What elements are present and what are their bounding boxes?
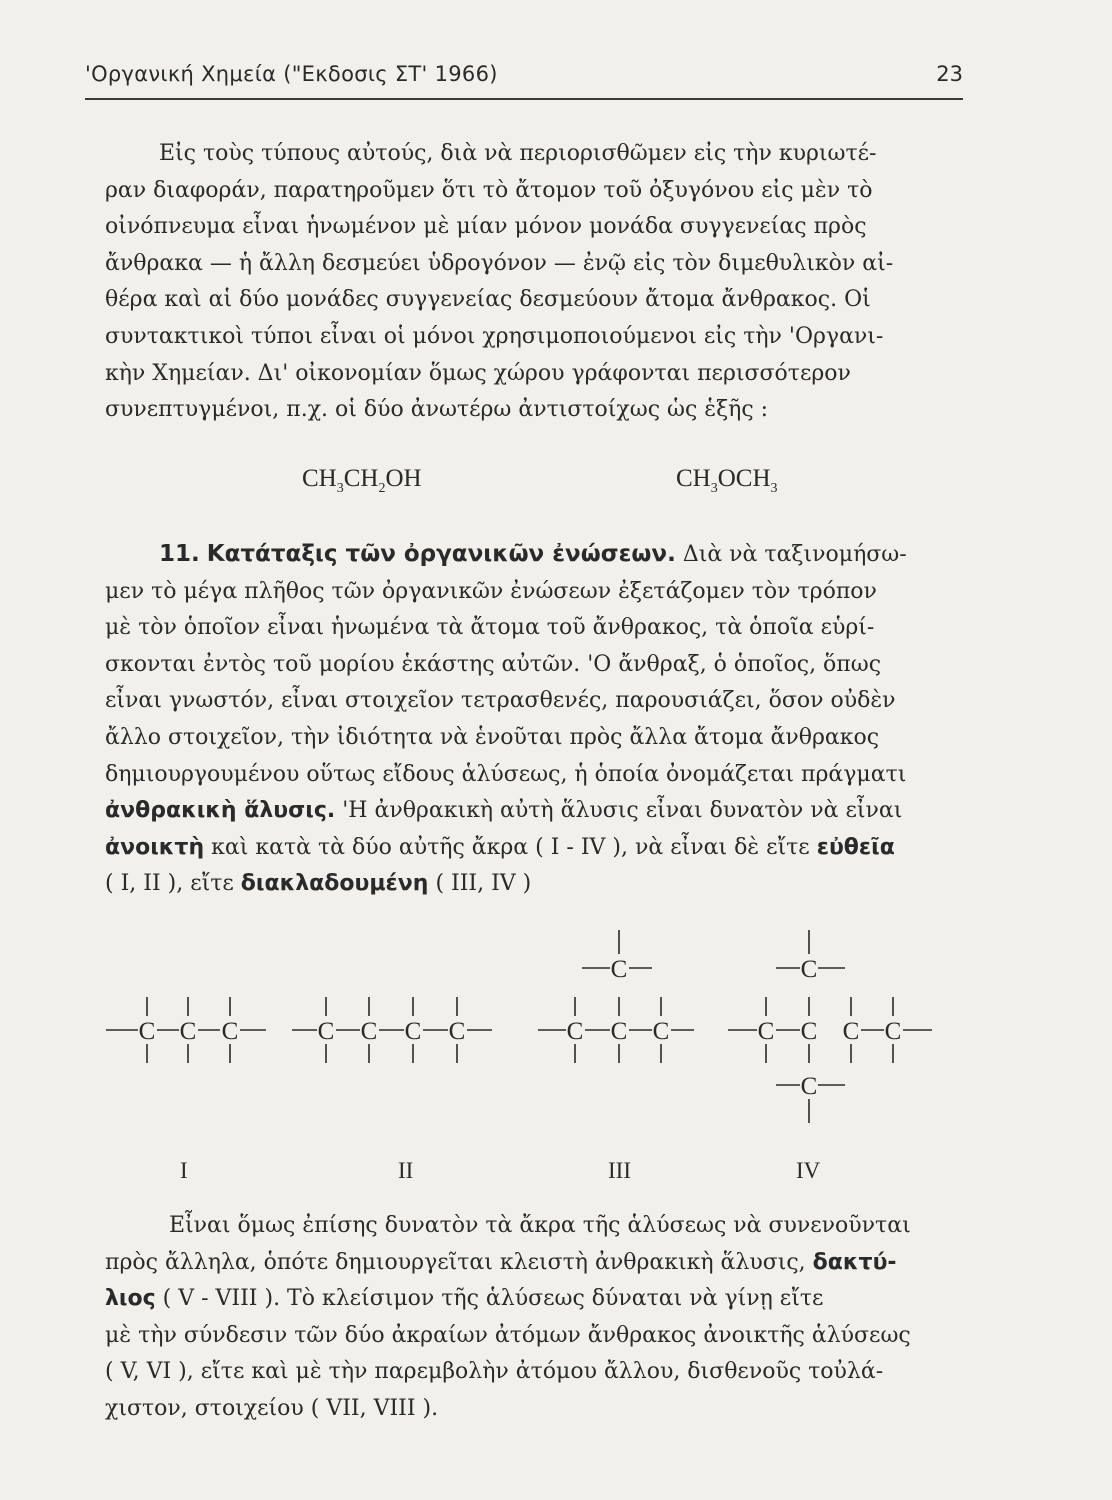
book-title: 'Οργανική Χημεία ("Εκδοσις ΣΤ' 1966) xyxy=(85,62,498,86)
text-line: πρὸς ἄλληλα, ὁπότε δημιουργεῖται κλειστὴ ἀνθρακικὴ ἅλυσις, δακτύ- xyxy=(105,1249,897,1275)
carbon-atom: C xyxy=(360,1018,378,1045)
text-line: συνεπτυγμένοι, π.χ. οἱ δύο ἀνωτέρω ἀντιστοίχως ὡς ἑξῆς : xyxy=(105,397,769,423)
structure-label-IV: IV xyxy=(796,1158,821,1183)
term-ring: δακτύ- xyxy=(812,1249,897,1275)
text-line: μὲ τὴν σύνδεσιν τῶν δύο ἀκραίων ἀτόμων ἄνθρακος ἀνοικτῆς ἁλύσεως xyxy=(105,1322,911,1348)
term-straight-chain: εὐθεῖα xyxy=(816,834,895,860)
carbon-atom: C xyxy=(221,1018,239,1045)
section-number: 11. xyxy=(159,541,200,567)
text-line: ( V, VI ), εἴτε καὶ μὲ τὴν παρεμβολὴν ἀτόμου ἄλλου, δισθενοῦς τοὐλά- xyxy=(105,1359,884,1385)
text-line: μὲ τὸν ὁποῖον εἶναι ἡνωμένα τὰ ἄτομα τοῦ ἄνθρακος, τὰ ὁποῖα εὑρί- xyxy=(105,615,875,641)
text-line: Εἶναι ὅμως ἐπίσης δυνατὸν τὰ ἄκρα τῆς ἁλύσεως νὰ συνενοῦνται xyxy=(169,1213,911,1238)
term-open-chain: ἀνοικτὴ xyxy=(105,834,205,860)
page-number: 23 xyxy=(936,62,963,86)
text-line: μεν τὸ μέγα πλῆθος τῶν ὀργανικῶν ἐνώσεων ἐξετάζομεν τὸν τρόπον xyxy=(105,578,877,604)
text-line: Εἰς τοὺς τύπους αὐτούς, διὰ νὰ περιορισθῶμεν εἰς τὴν κυριωτέ- xyxy=(159,141,877,166)
text-line: ραν διαφοράν, παρατηροῦμεν ὅτι τὸ ἄτομον τοῦ ὀξυγόνου εἰς μὲν τὸ xyxy=(105,177,873,203)
carbon-atom: C xyxy=(138,1018,156,1045)
term-ring-continued: λιος xyxy=(105,1286,156,1312)
structure-label-I: I xyxy=(180,1158,188,1183)
carbon-atom: C xyxy=(757,1018,775,1045)
carbon-atom: C xyxy=(566,1018,584,1045)
section-title: Κατάταξις τῶν ὀργανικῶν ἐνώσεων. xyxy=(206,541,676,567)
term-carbon-chain: ἀνθρακικὴ ἅλυσις. xyxy=(105,798,336,824)
carbon-atom: C xyxy=(317,1018,335,1045)
text-line: συντακτικοὶ τύποι εἶναι οἱ μόνοι χρησιμοποιούμενοι εἰς τὴν 'Οργανι- xyxy=(105,323,884,349)
term-branched-chain: διακλαδουμένη xyxy=(240,871,429,897)
text-line: ἄνθρακα — ἡ ἄλλη δεσμεύει ὑδρογόνον — ἐνῷ εἰς τὸν διμεθυλικὸν αἰ- xyxy=(105,250,894,276)
structure-label-II: II xyxy=(398,1158,414,1183)
carbon-atom: C xyxy=(610,1018,628,1045)
text-line: οἰνόπνευμα εἶναι ἡνωμένον μὲ μίαν μόνον μονάδα συγγενείας πρὸς xyxy=(105,214,867,240)
carbon-atom: C xyxy=(884,1018,902,1045)
paragraph-rings xyxy=(105,1208,967,1428)
text-line: ( I, II ), εἴτε διακλαδουμένη ( III, IV ) xyxy=(105,871,532,897)
text-line: ἄλλο στοιχεῖον, τὴν ἰδιότητα νὰ ἑνοῦται πρὸς ἄλλα ἄτομα ἄνθρακος xyxy=(105,724,880,750)
carbon-atom: C xyxy=(800,1018,818,1045)
carbon-atom: C xyxy=(800,1073,818,1100)
text-line: λιος ( V - VIII ). Τὸ κλείσιμον τῆς ἁλύσεως δύναται νὰ γίνῃ εἴτε xyxy=(105,1286,824,1312)
structure-label-III: III xyxy=(608,1158,631,1183)
carbon-atom: C xyxy=(404,1018,422,1045)
carbon-atom: C xyxy=(610,956,628,983)
text-line: Διὰ νὰ ταξινομήσω- xyxy=(682,542,907,567)
carbon-atom: C xyxy=(842,1018,860,1045)
text-line: εἶναι γνωστόν, εἶναι στοιχεῖον τετρασθενές, παρουσιάζει, ὅσον οὐδὲν xyxy=(105,688,896,714)
text-line: ἀνοικτὴ καὶ κατὰ τὰ δύο αὐτῆς ἄκρα ( I - IV ), νὰ εἶναι δὲ εἴτε εὐθεῖα xyxy=(105,834,895,860)
text-line: κὴν Χημείαν. Δι' οἰκονομίαν ὅμως χώρου γράφονται περισσότερον xyxy=(105,360,851,386)
text-line: δημιουργουμένου οὕτως εἴδους ἁλύσεως, ἡ ὁποία ὀνομάζεται πράγματι xyxy=(105,761,907,787)
carbon-atom: C xyxy=(179,1018,197,1045)
formula-ethanol: $CH_3CH_2OH$ xyxy=(302,465,422,496)
text-line: ἀνθρακικὴ ἅλυσις. 'Η ἀνθρακικὴ αὐτὴ ἅλυσις εἶναι δυνατὸν νὰ εἶναι xyxy=(105,798,903,824)
formula-dimethyl-ether: $CH_3OCH_3$ xyxy=(676,465,778,496)
text-line: θέρα καὶ αἱ δύο μονάδες συγγενείας δεσμεύουν ἄτομα ἄνθρακος. Οἱ xyxy=(105,287,871,313)
carbon-atom: C xyxy=(448,1018,466,1045)
carbon-atom: C xyxy=(800,956,818,983)
text-line: χιστον, στοιχείου ( VII, VIII ). xyxy=(105,1395,439,1421)
carbon-atom: C xyxy=(652,1018,670,1045)
text-line: σκονται ἐντὸς τοῦ μορίου ἑκάστης αὐτῶν. 'Ο ἄνθραξ, ὁ ὁποῖος, ὅπως xyxy=(105,651,882,677)
